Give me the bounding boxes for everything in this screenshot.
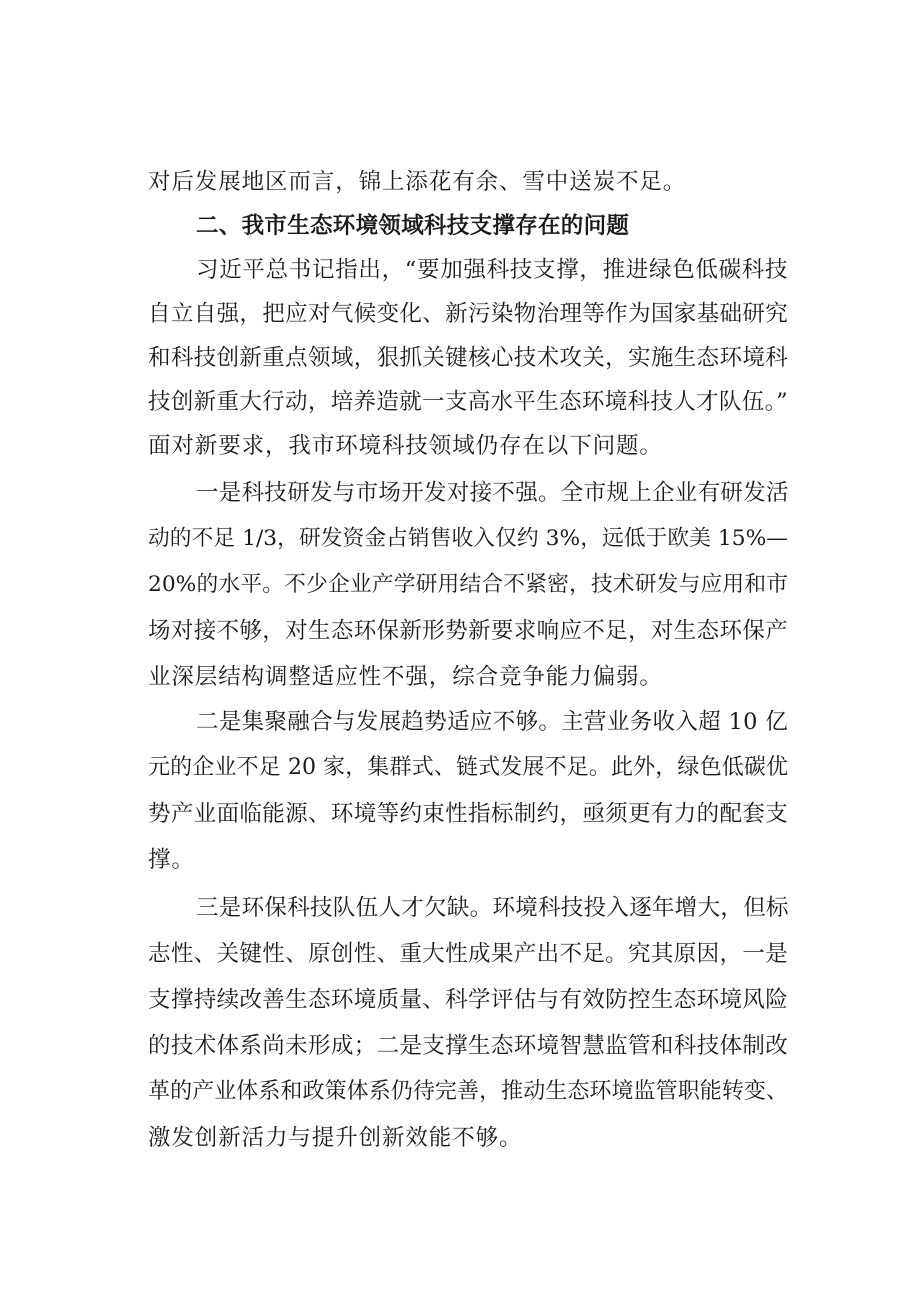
paragraph-line: 元的企业不足 20 家，集群式、链式发展不足。此外，绿色低碳优 xyxy=(148,755,788,780)
paragraph-line: 革的产业体系和政策体系仍待完善，推动生态环境监管职能转变、 xyxy=(148,1079,788,1104)
paragraph-line: 三是环保科技队伍人才欠缺。环境科技投入逐年增大，但标 xyxy=(196,895,789,921)
paragraph-line: 势产业面临能源、环境等约束性指标制约，亟须更有力的配套支 xyxy=(148,801,788,827)
paragraph-line: 习近平总书记指出，“要加强科技支撑，推进绿色低碳科技 xyxy=(196,257,789,283)
paragraph-line: 二是集聚融合与发展趋势适应不够。主营业务收入超 10 亿 xyxy=(196,709,788,735)
paragraph-line: 支撑持续改善生态环境质量、科学评估与有效防控生态环境风险 xyxy=(148,987,788,1013)
paragraph-line: 20%的水平。不少企业产学研用结合不紧密，技术研发与应用和市 xyxy=(148,572,788,597)
paragraph-line: 动的不足 1/3，研发资金占销售收入仅约 3%，远低于欧美 15%— xyxy=(148,526,788,551)
paragraph-line: 面对新要求，我市环境科技领域仍存在以下问题。 xyxy=(148,433,663,459)
paragraph-line: 撑。 xyxy=(148,847,195,873)
paragraph-line: 场对接不够，对生态环保新形势新要求响应不足，对生态环保产 xyxy=(148,618,788,644)
paragraph-line: 业深层结构调整适应性不强，综合竞争能力偏弱。 xyxy=(148,664,663,690)
paragraph-line: 自立自强，把应对气候变化、新污染物治理等作为国家基础研究 xyxy=(148,301,788,327)
paragraph-line: 技创新重大行动，培养造就一支高水平生态环境科技人才队伍。” xyxy=(148,389,788,415)
paragraph-line: 对后发展地区而言，锦上添花有余、雪中送炭不足。 xyxy=(148,169,687,195)
paragraph-line: 和科技创新重点领域，狠抓关键核心技术攻关，实施生态环境科 xyxy=(148,345,788,371)
paragraph-line: 激发创新活力与提升创新效能不够。 xyxy=(148,1125,523,1151)
section-heading: 二、我市生态环境领域科技支撑存在的问题 xyxy=(196,213,630,239)
paragraph-line: 志性、关键性、原创性、重大性成果产出不足。究其原因，一是 xyxy=(148,941,788,967)
paragraph-line: 一是科技研发与市场开发对接不强。全市规上企业有研发活 xyxy=(196,480,789,506)
paragraph-line: 的技术体系尚未形成；二是支撑生态环境智慧监管和科技体制改 xyxy=(148,1033,788,1059)
